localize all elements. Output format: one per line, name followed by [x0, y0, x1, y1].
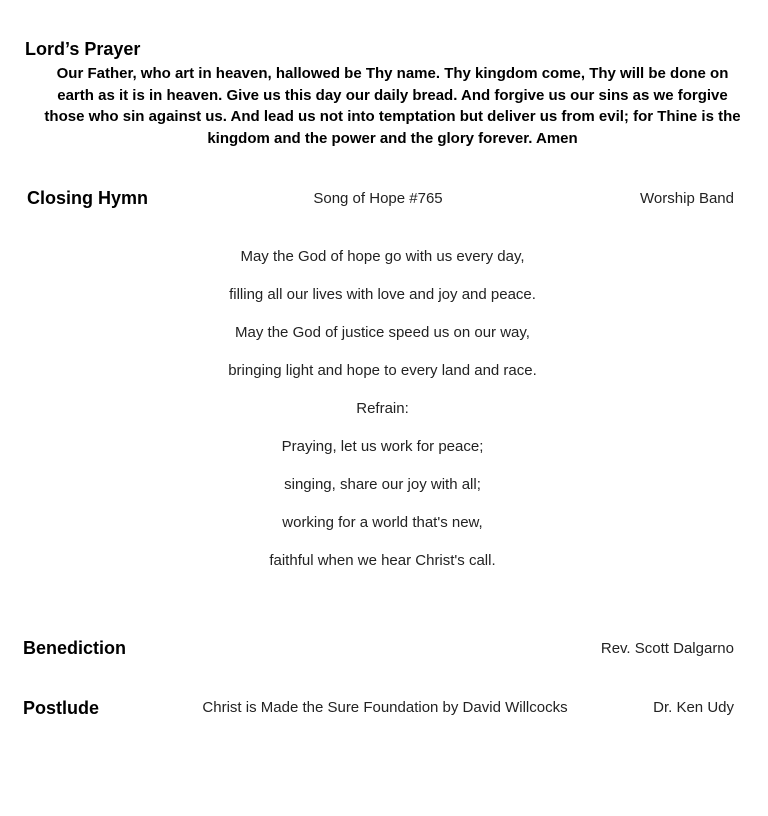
- closing-hymn-title: Song of Hope #765: [313, 190, 443, 207]
- hymn-lyrics: [0, 247, 765, 589]
- lyric-line: faithful when we hear Christ's call.: [269, 552, 496, 569]
- lyric-line: filling all our lives with love and joy and peace.: [229, 286, 536, 303]
- benediction-leader: Rev. Scott Dalgarno: [600, 640, 734, 657]
- lyric-line: bringing light and hope to every land and race.: [228, 362, 537, 379]
- postlude-performer: Dr. Ken Udy: [653, 699, 734, 716]
- closing-hymn-heading: Closing Hymn: [27, 188, 149, 208]
- lyric-line: singing, share our joy with all;: [284, 476, 481, 493]
- lyric-line: May the God of hope go with us every day,: [240, 248, 525, 265]
- lords-prayer-text: Our Father, who art in heaven, hallowed be Thy name. Thy kingdom come, Thy will be done on earth as it is in heaven. Give us this day our daily bread. And forgive us our sins as we forgive those who sin against us. And lead us not into temptation but deliver us from evil; for Thine is the kingdom and the power and the glory forever. Amen: [44, 65, 741, 147]
- lyric-line: working for a world that's new,: [282, 514, 483, 531]
- lords-prayer-heading: Lord’s Prayer: [25, 39, 141, 59]
- lyric-line: Praying, let us work for peace;: [281, 438, 484, 455]
- benediction-heading: Benediction: [23, 638, 127, 658]
- postlude-piece: Christ is Made the Sure Foundation by David Willcocks: [202, 699, 568, 716]
- lyric-line: May the God of justice speed us on our way,: [235, 324, 530, 341]
- closing-hymn-performer: Worship Band: [640, 190, 734, 207]
- postlude-heading: Postlude: [23, 698, 100, 718]
- refrain-label: Refrain:: [356, 400, 409, 417]
